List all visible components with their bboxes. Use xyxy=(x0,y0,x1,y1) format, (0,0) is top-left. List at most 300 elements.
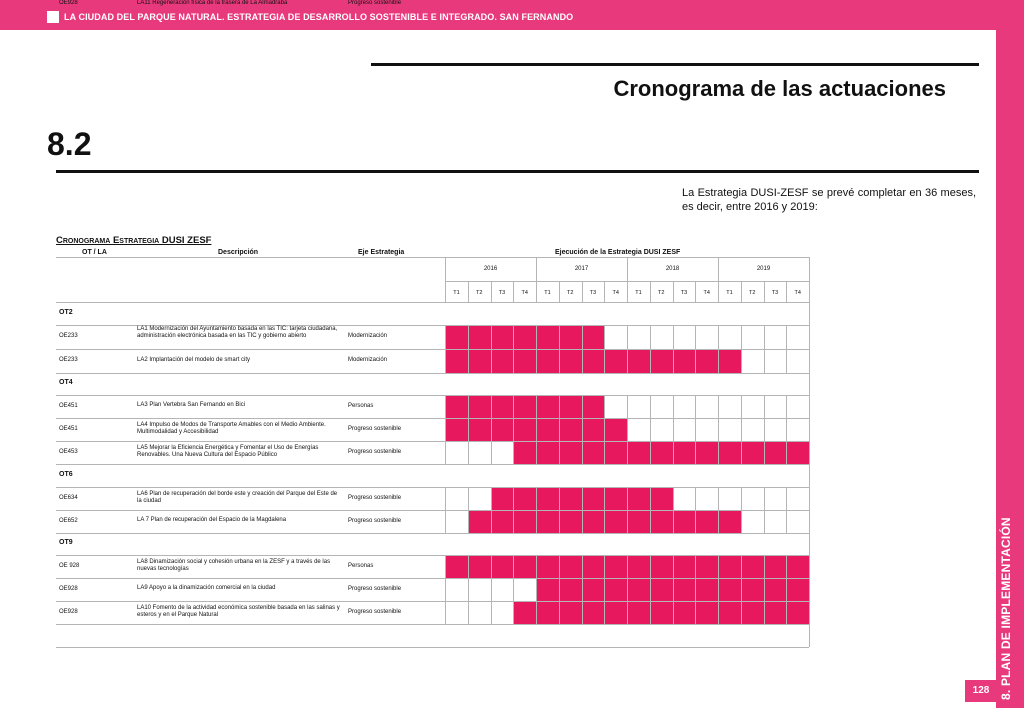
group-label: OT9 xyxy=(59,539,73,546)
quarter-label: T1 xyxy=(544,290,551,296)
row-axis: Progreso sostenible xyxy=(348,425,402,432)
grid-line xyxy=(627,578,628,601)
grid-line xyxy=(559,418,560,441)
grid-line xyxy=(627,601,628,624)
grid-line xyxy=(764,349,765,373)
grid-line xyxy=(673,349,674,373)
grid-line xyxy=(604,578,605,601)
schedule-cell-filled xyxy=(582,510,605,533)
grid-line xyxy=(468,601,469,624)
grid-line xyxy=(627,487,628,510)
schedule-cell-filled xyxy=(741,555,764,578)
schedule-cell-filled xyxy=(718,349,741,373)
schedule-cell-filled xyxy=(604,349,627,373)
quarter-label: T4 xyxy=(521,290,528,296)
grid-line xyxy=(741,349,742,373)
grid-line xyxy=(604,349,605,373)
row-description: LA3 Plan Vertebra San Fernando en Bici xyxy=(137,402,246,408)
row-axis: Progreso sostenible xyxy=(348,494,402,501)
schedule-cell-filled xyxy=(559,487,582,510)
schedule-cell-filled xyxy=(491,418,514,441)
grid-line xyxy=(764,601,765,624)
schedule-cell-filled xyxy=(445,395,468,418)
quarter-label: T4 xyxy=(703,290,710,296)
grid-line xyxy=(764,510,765,533)
grid-line xyxy=(627,395,628,418)
row-axis: Personas xyxy=(348,402,374,409)
grid-line xyxy=(741,510,742,533)
schedule-cell-filled xyxy=(718,578,741,601)
schedule-cell-filled xyxy=(604,487,627,510)
schedule-cell-filled xyxy=(604,510,627,533)
schedule-cell-filled xyxy=(513,555,536,578)
grid-line xyxy=(673,555,674,578)
year-label: 2019 xyxy=(756,266,771,272)
schedule-cell-filled xyxy=(718,555,741,578)
grid-line xyxy=(809,257,810,647)
row-description: LA10 Fomento de la actividad económica sostenible basada en las salinas y esteros y en el Parque Natural xyxy=(137,604,340,618)
grid-line xyxy=(718,395,719,418)
grid-line xyxy=(445,349,446,373)
schedule-cell-filled xyxy=(536,395,559,418)
grid-line xyxy=(582,418,583,441)
schedule-cell-filled xyxy=(445,349,468,373)
grid-line xyxy=(741,555,742,578)
quarter-label: T2 xyxy=(658,290,665,296)
grid-line xyxy=(786,601,787,624)
quarter-label: T2 xyxy=(567,290,574,296)
grid-line xyxy=(468,578,469,601)
grid-line xyxy=(741,395,742,418)
schedule-cell-filled xyxy=(536,349,559,373)
grid-line xyxy=(536,441,537,464)
grid-line xyxy=(695,601,696,624)
grid-line xyxy=(741,325,742,349)
grid-line xyxy=(673,510,674,533)
schedule-cell-filled xyxy=(536,418,559,441)
schedule-title: Cronograma Estrategia DUSI ZESF xyxy=(56,235,212,246)
grid-line xyxy=(741,601,742,624)
grid-line xyxy=(695,487,696,510)
section-number: 8.2 xyxy=(47,126,92,162)
year-label: 2016 xyxy=(483,266,498,272)
grid-line xyxy=(604,441,605,464)
grid-line xyxy=(582,349,583,373)
schedule-cell-filled xyxy=(491,395,514,418)
grid-line xyxy=(582,487,583,510)
row-code: OE652 xyxy=(59,517,78,524)
schedule-cell-filled xyxy=(513,349,536,373)
top-rule xyxy=(371,63,979,66)
grid-line xyxy=(650,418,651,441)
schedule-cell-filled xyxy=(627,510,650,533)
grid-line xyxy=(650,555,651,578)
grid-line xyxy=(786,395,787,418)
schedule-cell-filled xyxy=(741,441,764,464)
schedule-cell-filled xyxy=(764,441,787,464)
row-code: OE928 xyxy=(59,608,78,615)
schedule-cell-filled xyxy=(695,601,718,624)
row-code: OE453 xyxy=(59,448,78,455)
schedule-cell-filled xyxy=(604,418,627,441)
grid-line xyxy=(786,578,787,601)
schedule-cell-filled xyxy=(718,601,741,624)
schedule-cell-filled xyxy=(718,510,741,533)
grid-line xyxy=(491,510,492,533)
schedule-cell-filled xyxy=(786,578,809,601)
schedule-cell-filled xyxy=(673,555,696,578)
schedule-cell-filled xyxy=(627,441,650,464)
quarter-label: T4 xyxy=(612,290,619,296)
grid-line xyxy=(582,325,583,349)
schedule-cell-filled xyxy=(536,441,559,464)
grid-line xyxy=(627,441,628,464)
schedule-cell-filled xyxy=(559,418,582,441)
row-code: OE451 xyxy=(59,425,78,432)
group-label: OT2 xyxy=(59,308,73,316)
group-label: OT6 xyxy=(59,470,73,478)
grid-line xyxy=(468,395,469,418)
quarter-label: T1 xyxy=(453,290,460,296)
grid-line xyxy=(673,487,674,510)
grid-line xyxy=(786,325,787,349)
grid-line xyxy=(491,349,492,373)
quarter-label: T3 xyxy=(771,290,779,296)
quarter-label: T3 xyxy=(589,290,597,296)
schedule-cell-filled xyxy=(513,510,536,533)
schedule-cell-filled xyxy=(513,601,536,624)
grid-line xyxy=(604,487,605,510)
schedule-cell-filled xyxy=(559,510,582,533)
grid-line xyxy=(445,510,446,533)
row-code: OE233 xyxy=(59,357,78,363)
row-description: LA5 Mejorar la Eficiencia Energética y Fomentar el Uso de Energías Renovables. Una Nueva Cultura del Espacio Público xyxy=(137,444,319,458)
schedule-cell-filled xyxy=(559,441,582,464)
grid-line xyxy=(673,601,674,624)
row-description: LA8 Dinamización social y cohesión urbana en la ZESF y a través de las nuevas tecnologías xyxy=(137,558,331,572)
schedule-cell-filled xyxy=(650,349,673,373)
quarter-label: T1 xyxy=(635,290,642,296)
grid-line xyxy=(695,349,696,373)
grid-line xyxy=(491,487,492,510)
section-rule xyxy=(56,170,979,173)
grid-line xyxy=(673,578,674,601)
grid-line xyxy=(673,441,674,464)
grid-line xyxy=(786,349,787,373)
quarter-label: T2 xyxy=(476,290,483,296)
schedule-cell-filled xyxy=(559,578,582,601)
schedule-cell-filled xyxy=(513,418,536,441)
grid-line xyxy=(445,555,446,578)
grid-line xyxy=(582,578,583,601)
schedule-cell-filled xyxy=(468,349,491,373)
grid-line xyxy=(491,555,492,578)
schedule-cell-filled xyxy=(764,555,787,578)
grid-line xyxy=(445,578,446,601)
schedule-cell-filled xyxy=(582,325,605,349)
grid-line xyxy=(650,325,651,349)
schedule-cell-filled xyxy=(695,510,718,533)
schedule-cell-filled xyxy=(513,441,536,464)
schedule-cell-filled xyxy=(468,510,491,533)
grid-line xyxy=(741,441,742,464)
header-square-icon xyxy=(47,11,59,23)
grid-line xyxy=(604,601,605,624)
schedule-cell-filled xyxy=(491,349,514,373)
schedule-cell-filled xyxy=(650,510,673,533)
group-label: OT4 xyxy=(59,379,73,386)
grid-line xyxy=(56,373,809,374)
grid-line xyxy=(627,510,628,533)
schedule-cell-filled xyxy=(764,578,787,601)
schedule-cell-filled xyxy=(786,441,809,464)
grid-line xyxy=(764,487,765,510)
row-axis: Modernización xyxy=(348,357,388,363)
sidebar-section-label: 8. PLAN DE IMPLEMENTACIÓN xyxy=(999,517,1013,700)
grid-line xyxy=(559,601,560,624)
schedule-cell-filled xyxy=(695,441,718,464)
grid-line xyxy=(559,510,560,533)
grid-line xyxy=(650,601,651,624)
schedule-cell-filled xyxy=(695,578,718,601)
schedule-cell-filled xyxy=(718,441,741,464)
row-axis: Progreso sostenible xyxy=(348,517,402,524)
schedule-cell-filled xyxy=(536,325,559,349)
grid-line xyxy=(536,418,537,441)
grid-line xyxy=(786,555,787,578)
schedule-cell-filled xyxy=(559,325,582,349)
schedule-cell-filled xyxy=(627,601,650,624)
schedule-cell-filled xyxy=(491,555,514,578)
grid-line xyxy=(445,601,446,624)
schedule-cell-filled xyxy=(582,487,605,510)
schedule-cell-filled xyxy=(627,487,650,510)
grid-line xyxy=(468,555,469,578)
grid-line xyxy=(559,487,560,510)
grid-line xyxy=(513,418,514,441)
grid-line xyxy=(764,555,765,578)
row-code: OE233 xyxy=(59,333,78,339)
grid-line xyxy=(718,510,719,533)
grid-line xyxy=(513,510,514,533)
grid-line xyxy=(56,257,809,258)
grid-line xyxy=(650,510,651,533)
schedule-cell-filled xyxy=(604,601,627,624)
schedule-cell-filled xyxy=(604,441,627,464)
schedule-cell-filled xyxy=(468,325,491,349)
schedule-cell-filled xyxy=(468,555,491,578)
grid-line xyxy=(604,418,605,441)
grid-line xyxy=(786,510,787,533)
intro-paragraph: La Estrategia DUSI-ZESF se prevé completar en 36 meses, es decir, entre 2016 y 2019: xyxy=(682,187,976,213)
grid-line xyxy=(718,441,719,464)
grid-line xyxy=(764,441,765,464)
schedule-cell-filled xyxy=(559,395,582,418)
schedule-cell-filled xyxy=(582,578,605,601)
grid-line xyxy=(718,487,719,510)
grid-line xyxy=(491,441,492,464)
col-header-eje: Eje Estrategia xyxy=(358,249,405,256)
grid-line xyxy=(650,395,651,418)
grid-line xyxy=(559,578,560,601)
grid-line xyxy=(695,510,696,533)
grid-line xyxy=(604,555,605,578)
schedule-cell-filled xyxy=(627,555,650,578)
schedule-cell-filled xyxy=(582,441,605,464)
sidebar-bar xyxy=(996,30,1024,708)
grid-line xyxy=(741,418,742,441)
grid-line xyxy=(786,418,787,441)
col-header-ot: OT / LA xyxy=(82,249,107,256)
grid-line xyxy=(559,325,560,349)
row-axis: Personas xyxy=(348,562,374,569)
row-description: LA9 Apoyo a la dinamización comercial en la ciudad xyxy=(137,585,276,591)
schedule-cell-filled xyxy=(673,578,696,601)
row-description: LA4 Impulso de Modos de Transporte Amables con el Medio Ambiente. Multimodalidad y Accesibilidad xyxy=(137,421,326,435)
grid-line xyxy=(673,395,674,418)
grid-line xyxy=(536,349,537,373)
row-description: LA1 Modernización del Ayuntamiento basada en las TIC: tarjeta ciudadana, administración electrónica basada en las TIC y gobierno abierto xyxy=(137,325,338,339)
grid-line xyxy=(718,325,719,349)
schedule-cell-filled xyxy=(536,578,559,601)
schedule-cell-filled xyxy=(445,418,468,441)
schedule-cell-filled xyxy=(650,578,673,601)
grid-line xyxy=(468,441,469,464)
grid-line xyxy=(741,578,742,601)
grid-line xyxy=(536,510,537,533)
grid-line xyxy=(468,349,469,373)
grid-line xyxy=(786,487,787,510)
schedule-cell-filled xyxy=(513,325,536,349)
schedule-cell-filled xyxy=(627,349,650,373)
section-title: Cronograma de las actuaciones xyxy=(613,76,946,101)
grid-line xyxy=(468,418,469,441)
row-axis: Progreso sostenible xyxy=(348,0,402,6)
schedule-cell-filled xyxy=(491,510,514,533)
schedule-cell-filled xyxy=(741,601,764,624)
grid-line xyxy=(513,601,514,624)
schedule-cell-filled xyxy=(786,601,809,624)
schedule-cell-filled xyxy=(604,555,627,578)
grid-line xyxy=(445,395,446,418)
grid-line xyxy=(695,418,696,441)
schedule-cell-filled xyxy=(695,555,718,578)
grid-line xyxy=(604,395,605,418)
grid-line xyxy=(582,555,583,578)
grid-line xyxy=(718,418,719,441)
year-label: 2018 xyxy=(665,266,680,272)
grid-line xyxy=(650,349,651,373)
schedule-cell-filled xyxy=(582,395,605,418)
grid-line xyxy=(491,325,492,349)
grid-line xyxy=(604,325,605,349)
grid-line xyxy=(445,487,446,510)
grid-line xyxy=(513,325,514,349)
grid-line xyxy=(695,441,696,464)
schedule-cell-filled xyxy=(673,349,696,373)
row-code: OE928 xyxy=(59,585,78,592)
grid-line xyxy=(468,325,469,349)
schedule-cell-filled xyxy=(536,555,559,578)
row-code: OE634 xyxy=(59,494,78,501)
schedule-cell-filled xyxy=(536,487,559,510)
grid-line xyxy=(627,325,628,349)
col-header-desc: Descripción xyxy=(218,249,259,256)
schedule-cell-filled xyxy=(650,441,673,464)
header-title: LA CIUDAD DEL PARQUE NATURAL. ESTRATEGIA DE DESARROLLO SOSTENIBLE E INTEGRADO. SAN FERNANDO xyxy=(64,12,574,22)
grid-line xyxy=(764,325,765,349)
grid-line xyxy=(536,555,537,578)
grid-line xyxy=(536,395,537,418)
grid-line xyxy=(718,578,719,601)
grid-line xyxy=(559,441,560,464)
grid-line xyxy=(56,624,809,625)
row-description: LA11 Regeneración física de la trasera de La Almadraba xyxy=(137,0,288,6)
schedule-cell-filled xyxy=(650,601,673,624)
schedule-cell-filled xyxy=(536,601,559,624)
grid-line xyxy=(764,418,765,441)
schedule-cell-filled xyxy=(491,487,514,510)
grid-line xyxy=(513,578,514,601)
quarter-label: T4 xyxy=(794,290,801,296)
year-label: 2017 xyxy=(574,266,589,272)
grid-line xyxy=(786,441,787,464)
grid-line xyxy=(491,418,492,441)
grid-line xyxy=(582,601,583,624)
grid-line xyxy=(536,487,537,510)
grid-line xyxy=(559,555,560,578)
schedule-cell-filled xyxy=(582,418,605,441)
schedule-cell-filled xyxy=(604,578,627,601)
grid-line xyxy=(741,487,742,510)
grid-line xyxy=(673,418,674,441)
row-description: LA2 Implantación del modelo de smart city xyxy=(137,356,251,363)
grid-line xyxy=(445,441,446,464)
grid-line xyxy=(582,510,583,533)
grid-line xyxy=(491,601,492,624)
schedule-cell-filled xyxy=(786,555,809,578)
schedule-cell-filled xyxy=(536,510,559,533)
grid-line xyxy=(604,510,605,533)
grid-line xyxy=(536,325,537,349)
grid-line xyxy=(536,578,537,601)
row-code: OE928 xyxy=(59,0,78,6)
grid-line xyxy=(445,325,446,349)
grid-line xyxy=(627,418,628,441)
grid-line xyxy=(491,395,492,418)
quarter-label: T3 xyxy=(680,290,688,296)
schedule-cell-filled xyxy=(445,325,468,349)
schedule-cell-filled xyxy=(582,349,605,373)
quarter-label: T3 xyxy=(498,290,506,296)
row-axis: Progreso sostenible xyxy=(348,448,402,455)
schedule-cell-filled xyxy=(695,349,718,373)
grid-line xyxy=(468,510,469,533)
col-header-execution: Ejecución de la Estrategia DUSI ZESF xyxy=(555,249,681,256)
schedule-cell-filled xyxy=(673,441,696,464)
grid-line xyxy=(513,395,514,418)
row-description: LA6 Plan de recuperación del borde este y creación del Parque del Este de la ciudad xyxy=(137,490,338,504)
page-number: 128 xyxy=(965,680,997,702)
schedule-cell-filled xyxy=(468,418,491,441)
schedule-cell-filled xyxy=(673,601,696,624)
schedule-cell-filled xyxy=(582,601,605,624)
schedule-cell-filled xyxy=(513,487,536,510)
grid-line xyxy=(536,601,537,624)
grid-line xyxy=(582,441,583,464)
schedule-cell-filled xyxy=(559,555,582,578)
row-axis: Progreso sostenible xyxy=(348,608,402,615)
